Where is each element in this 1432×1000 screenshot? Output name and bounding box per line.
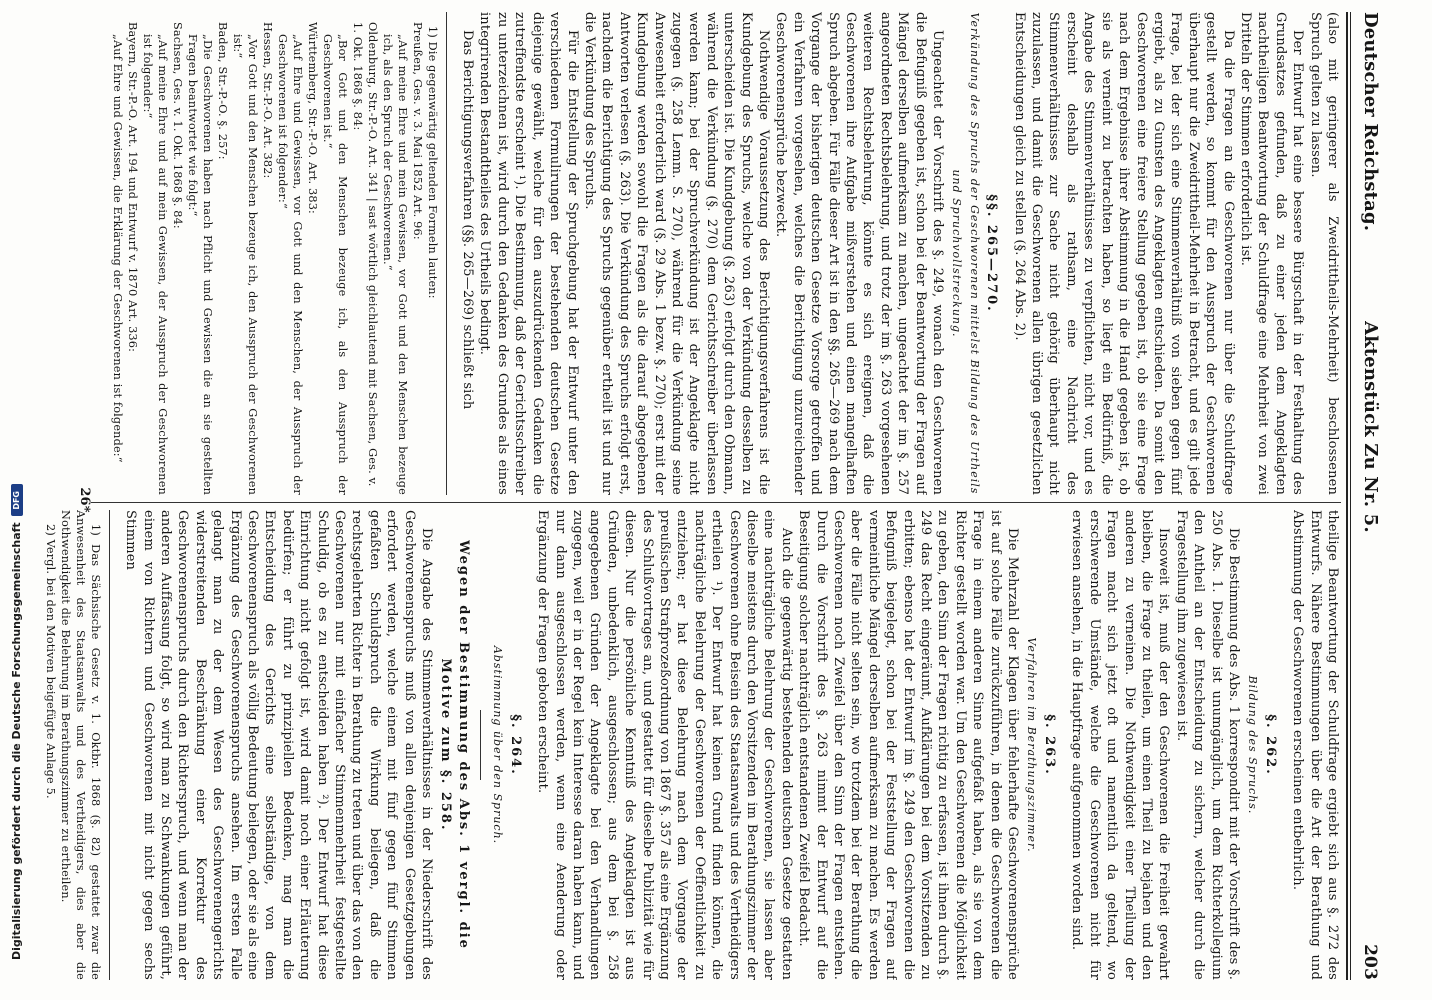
section-heading: §. 264. (507, 714, 523, 776)
digitization-credit-text: Digitalisierung gefördert durch die Deutsche Forschungsgemeinschaft (10, 522, 23, 960)
left-column (11, 12, 1341, 495)
quote-text: „Die Geschworenen haben nach Pflicht und Gewissen die an sie gestellten Fragen beantwortet wie folgt:“ (185, 34, 214, 495)
paragraph: theilige Beantwortung der Schuldfrage ergiebt sich aus §. 272 des Entwurfs. Nähere Bestimmungen über die Art der Berathung und Abstimmung der Geschworenen erscheinen entbehrlich. (1290, 510, 1340, 980)
paragraph: Die Bestimmung des Abs. 1 korrespondirt mit der Vorschrift des §. 250 Abs. 1. Dieselbe ist unumgänglich, um dem Richterkollegium den Antheil an der Entscheidung zu sichern, welcher durch die Fragestellung ihm zugewiesen ist. (1173, 510, 1241, 980)
section-subheading: Bildung des Spruchs. (1246, 675, 1260, 815)
quote-text: „Auf meine Ehre und mein Gewissen, vor Gott und den Menschen bezeuge ich, als den Spruch der Geschworenen.“ (380, 34, 409, 495)
dfg-logo-icon: DFG (11, 484, 23, 516)
quote-block (230, 12, 275, 495)
column-separator (91, 502, 1341, 503)
footnote: 1) Die gegenwärtig geltenden Formeln lauten: (425, 12, 447, 495)
paragraph: Für die Entstellung der Spruchgebung hat der Entwurf unter den verschiedenen Formulirungen der bestehenden deutschen Gesetze diejenige gewählt, welche für den auszudrückenden Gedanken die zutreffendste erscheint ¹). Die Bestimmung, daß der Gerichtsschreiber zu unterzeichnen ist, wird durch den Gedanken des Grundes als eines integrirenden Bestandtheiles des Urtheils bedingt. (477, 12, 580, 495)
paragraph: Die Mehrzahl der Klagen über fehlerhafte Geschworenensprüche ist auf solche Fälle zurückzuführen, in denen die Geschworenen die Frage in einem anderen Sinne aufgefaßt haben, als sie von dem Richter gestellt worden war. Um den Geschworenen die Möglichkeit zu geben, den Sinn der Fragen richtig zu erfassen, ist ihnen durch §. 249 das Recht eingeräumt, Aufklärungen bei dem Vorsitzenden zu erbitten; ebenso hat der Entwurf im §. 249 den Geschworenen die Befugniß beigelegt, schon bei der Feststellung der Fragen auf vermeintliche Mängel derselben aufmerksam zu machen. Es werden aber die Fälle nicht selten sein, wo trotzdem bei der Berathung die Geschworenen noch Zweifel über den Sinn der Fragen entstehen. Durch die Vorschrift des §. 263 nimmt der Entwurf auf die Beseitigung solcher nachträglich entstandenen Zweifel Bedacht. (796, 510, 1021, 980)
quote-source: Hessen, Str.-P.-O. Art. 382: (260, 22, 274, 179)
page-header (1353, 12, 1379, 980)
quote-text: „Vor Gott und den Menschen bezeuge ich, den Ausspruch der Geschworenen ist:“ (230, 34, 259, 495)
paragraph: Die Angabe des Stimmenverhältnisses in der Niederschrift des Geschworenenspruchs muß von allen denjenigen Gesetzgebungen erfordert werden, welche einem mit fünf gegen fünf Stimmen gefaßten Schuldspruch die Wirkung beilegen, daß die rechtsgelehrten Richter in Berathung zu treten und über das von den Geschworenen nur mit einfacher Stimmenmehrheit festgestellte Schuldig, ob es zu entscheiden haben ²). Der Entwurf hat diese Einrichtung nicht gefolgt ist, wird damit noch einer Erläuterung bedürfen; er führt zu prinzipiellen Bedenken, mag man die Entscheidung des Gerichts eine selbständige, von dem Geschworenenspruch als völlig Bedeutung beilegen, oder sie als eine Ergänzung des Geschworenenspruchs ansehen. Im ersten Falle gelangt man zu der dem Wesen des Geschworenengerichts widerstreitenden Beschränkung einer Korrektur des Geschworenenspruchs durch den Richterspruch, und wenn man der anderen Auffassung folgt, so wird man zu Schwankungen geführt, einem von Richtern und Geschworenen mit nicht gegen sechs Stimmen (123, 510, 435, 980)
section-subheading: Verfahren im Berathungszimmer. (1025, 637, 1039, 853)
header-page-number: 203 (1360, 944, 1380, 980)
section-heading: §§. 265—270. (984, 194, 1000, 313)
paragraph: Insoweit ist, muß der den Geschworenen die Freiheit gewahrt bleiben, die Frage zu theilen, um einen Theil zu bejahen und den anderen zu verneinen. Die Nothwendigkeit einer Theilung der Fragen macht sich jetzt oft und namentlich da geltend, wo erschwerende Umstände, welche die Geschworenen nicht für erwiesen ansehen, in die Hauptfrage aufgenommen worden sind. (1069, 510, 1172, 980)
footnote: 2) Vergl. bei den Motiven beigefügte Anlage 5. (43, 524, 57, 799)
quote-block (140, 12, 185, 495)
quote-source: Baden, Str.-P.-O. §. 257: (215, 22, 229, 160)
signature-mark: 26* (77, 487, 92, 513)
quote-block (320, 12, 380, 495)
section-heading: §. 263. (1041, 714, 1057, 776)
quote-text: „Auf meine Ehre und auf mein Gewissen, der Ausspruch der Geschworenen ist folgender:“ (140, 34, 169, 495)
quote-text: „Bor Gott und den Menschen bezeuge ich, als den Ausspruch der Geschworenen ist.“ (320, 34, 349, 495)
section-subheading: Abstimmung über den Spruch. (491, 645, 505, 845)
right-column (11, 510, 1341, 980)
paragraph: Auch die gegenwärtig bestehenden deutschen Gesetze gestatten eine nachträgliche Belehrung der Geschworenen, sie lassen aber dieselbe meistens durch den Vorsitzenden im Berathungszimmer der Geschworenen ohne Beisein des Staatsanwalts und des Vertheidigers ertheilen ¹). Der Entwurf hat keinen Grund finden können, die nachträgliche Belehrung der Geschworenen der Oeffentlichkeit zu entziehen; er hat diese Belehrung nach dem Vorgange der preußischen Strafprozeßordnung von 1867 §. 357 als eine Ergänzung des Schlußvortrages an, und gestattet für dieselbe Publizität wie für diesen. Nur die persönliche Kenntniß des Angeklagten ist aus Gründen, unbedenklich, ausgeschlossen; aus dem bei §. 258 angegebenen Gründen der Angeklagte bei den Verhandlungen zugegen, weil er in der Regel kein Interesse daran haben kann, und nur dann ausgeschlossen werden, wenn eine Aenderung oder Ergänzung der Fragen geboten erscheint. (535, 510, 794, 980)
quote-text: „Auf Ehre und Gewissen, die Erklärung der Geschworenen ist folgende:“ (110, 34, 124, 463)
paragraph: (also mit geringerer als Zweidrittheils-Mehrheit) beschlossenen Spruch gelten zu lassen. (1307, 12, 1340, 495)
paragraph: Ungeachtet der Vorschrift des §. 249, wonach den Geschworenen die Befugniß gegeben ist, schon bei der Beantwortung der Fragen auf Mängel derselben aufmerksam zu machen, ungeachtet der im §. 257 angeordneten Rechtsbelehrung, und trotz der im §. 263 vorgesehenen weiteren Rechtsbelehrung, könnte es sich ereignen, daß die Geschworenen ihre Aufgabe mißverstehen und einen mangelhaften Spruch abgeben. Für Fälle dieser Art ist in den §§. 265—269 nach dem Vorgange der bisherigen deutschen Gesetze Vorsorge getroffen und ein Verfahren vorgesehen, welches die Berichtigung unzureichender Geschworenensprüche bezweckt. (773, 12, 946, 495)
section-subheading: Verkündung des Spruchs der Geschworenen mittelst Bildung des Urtheils und Spruchvollstreckung. (950, 12, 981, 495)
quote-source: Sachsen, Ges. v. 1. Okt. 1868 §. 84: (170, 22, 184, 229)
quote-block (275, 12, 320, 495)
header-rule-thick (1346, 12, 1348, 980)
quote-source: Oldenburg, Str.-P.-O. Art. 341 | sast wörtlich gleichlautend mit Sachsen, Ges. v. 1. Okt. 1868 §. 84: (350, 22, 379, 487)
footnote: 1) Das Sächsische Gesetz v. 1. Oktbr. 1868 (§. 82) gestattet zwar die Anwesenheit des Staatsanwalts und des Vertheidigers, dies aber die Nothwendigkeit die Belehrung im Berathungszimmer zu ertheilen. (58, 510, 110, 980)
quote-text: „Auf Ehre und Gewissen, vor Gott und den Menschen, der Ausspruch der Geschworenen ist folgender:“ (275, 34, 304, 495)
header-annex: Aktenstück Zu Nr. 5. (1360, 321, 1381, 533)
paragraph: Das Berichtigungsverfahren (§§. 265—269) schließt sich (460, 30, 476, 410)
quote-source: Württemberg, Str.-P.-O. Art. 383: (305, 22, 319, 214)
section-heading: §. 262. (1262, 714, 1278, 776)
paragraph: Nothwendige Voraussetzung des Berichtigungsverfahrens ist die Kundgebung des Spruchs, welche von der Verkündung desselben zu unterscheiden ist. Die Kundgebung (§. 263) erfolgt durch den Obmann, während die Verkündung (§. 270) dem Gerichtsschreiber überlassen werden kann; bei der Spruchverkündung ist der Angeklagte nicht zugegen (§. 258 Lemm. S. 270), während für die Verkündung seine Anwesenheit erforderlich ward (§. 29 Abs. 1 bezw. §. 270); erst mit der Kundgebung werden sowohl die Fragen als die darauf abgegebenen Antworten verlesen (§. 263). Die Verkündung des Spruchs erfolgt erst, nachdem die Berichtigung des Spruchs gegenüber ertheilt ist und nur die Verkündung des Spruchs. (581, 12, 771, 495)
quote-source: Bayern, Str.-P.-O. Art. 194 und Entwurf v. 1870 Art. 336: (125, 22, 139, 353)
quote-block (110, 12, 140, 495)
lead-sentence: Wegen der Bestimmung des Abs. 1 vergl. die Motive zum §. 258. (438, 540, 471, 950)
paragraph: Da die Fragen an die Geschworenen nur über die Schuldfrage gestellt werden, so kommt für den Ausspruch der Geschworenen überhaupt nur die Zweidrittheil-Mehrheit in Betracht, und es gilt jede Frage, bei der sich eine Stimmenverhältniß von sieben gegen fünf ergiebt, als zu Gunsten des Angeklagten entschieden. Da somit den Geschworenen eine freiere Stellung gegeben ist, ob sie eine Frage nach dem Ergebnisse ihrer Abstimmung in die Hand gegeben ist, ob sie als verneint zu betrachten haben, so liegt ein Bedürfniß, die Angabe des Stimmenverhältnisses zu verpflichten, nicht vor, und es erscheint deshalb als rathsam, eine Nachricht des Stimmenverhältnisses zur Sache nicht gehörig überhaupt nicht zuzulassen, und damit die Geschworenen allen übrigen gesetzlichen Entscheidungen gleich zu stellen (§. 264 Abs. 2). (1011, 12, 1236, 495)
quote-source: Preußen, Ges. v. 3. Mai 1852 Art. 96: (410, 22, 424, 240)
header-rule (1350, 12, 1351, 980)
quote-block (380, 12, 425, 495)
header-title: Deutscher Reichstag. (1360, 12, 1381, 232)
section-divider (480, 710, 481, 780)
paragraph: Der Entwurf hat eine bessere Bürgschaft in der Festhaltung des Grundsatzes gefunden, daß zu einer jeden dem Angeklagten nachtheiligen Beantwortung der Schuldfrage eine Mehrheit von zwei Dritteln der Stimmen erforderlich ist. (1237, 12, 1306, 495)
quote-block (185, 12, 230, 495)
